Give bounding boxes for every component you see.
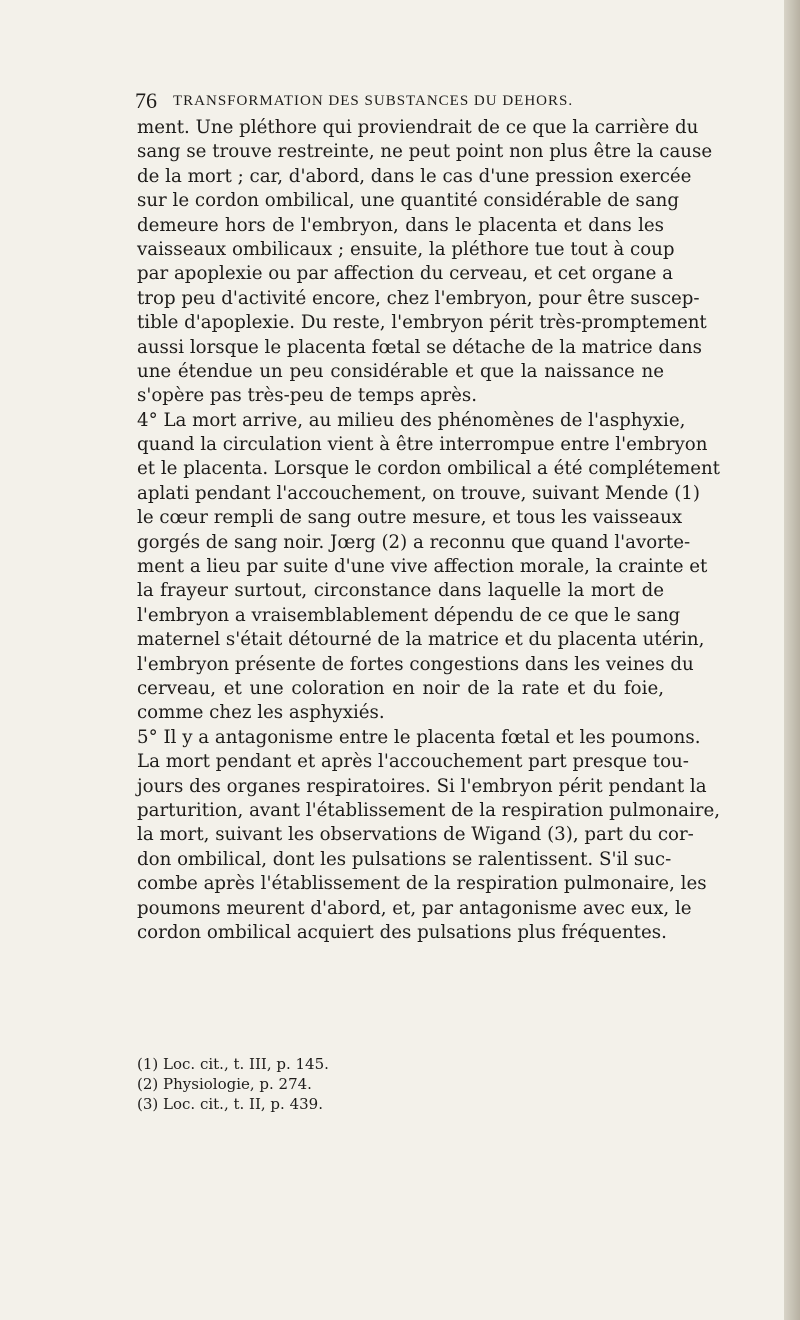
text-line: sang se trouve restreinte, ne peut point non plus être la cause: [137, 141, 713, 163]
text-line: sur le cordon ombilical, une quantité considérable de sang: [137, 190, 680, 212]
text-line: cerveau, et une coloration en noir de la rate et du foie,: [137, 677, 664, 699]
text-line: 4° La mort arrive, au milieu des phénomènes de l'asphyxie,: [137, 409, 686, 431]
text-line: ment. Une pléthore qui proviendrait de ce que la carrière du: [137, 117, 699, 138]
text-line: par apoplexie ou par affection du cerveau, et cet organe a: [137, 263, 673, 285]
page-number: 76: [135, 88, 157, 113]
text-line: la frayeur surtout, circonstance dans laquelle la mort de: [137, 580, 664, 602]
text-line: parturition, avant l'établissement de la respiration pulmonaire,: [137, 799, 721, 821]
text-line: la mort, suivant les observations de Wigand (3), part du cor-: [137, 824, 694, 846]
text-line: comme chez les asphyxiés.: [137, 702, 385, 724]
book-spine-edge: [784, 0, 800, 1320]
text-line: 5° Il y a antagonisme entre le placenta fœtal et les poumons.: [137, 726, 701, 748]
text-line: poumons meurent d'abord, et, par antagonisme avec eux, le: [137, 897, 692, 919]
footnote: (1) Loc. cit., t. III, p. 145.: [137, 1055, 329, 1073]
text-line: gorgés de sang noir. Jœrg (2) a reconnu que quand l'avorte-: [137, 531, 691, 553]
footnote: (3) Loc. cit., t. II, p. 439.: [137, 1095, 323, 1113]
text-line: quand la circulation vient à être interrompue entre l'embryon: [137, 434, 708, 456]
text-line: une étendue un peu considérable et que la naissance ne: [137, 360, 664, 382]
body-text: [137, 116, 721, 945]
text-line: ment a lieu par suite d'une vive affection morale, la crainte et: [137, 556, 708, 578]
text-line: demeure hors de l'embryon, dans le placenta et dans les: [137, 214, 664, 236]
text-line: aussi lorsque le placenta fœtal se détache de la matrice dans: [137, 336, 702, 358]
text-line: l'embryon a vraisemblablement dépendu de ce que le sang: [137, 604, 681, 626]
text-line: et le placenta. Lorsque le cordon ombilical a été complétement: [137, 458, 720, 480]
text-line: de la mort ; car, d'abord, dans le cas d'une pression exercée: [137, 165, 692, 187]
text-line: La mort pendant et après l'accouchement part presque tou-: [137, 751, 689, 773]
page-header: [135, 88, 675, 114]
footnote: (2) Physiologie, p. 274.: [137, 1075, 312, 1093]
text-line: combe après l'établissement de la respiration pulmonaire, les: [137, 873, 707, 895]
text-line: trop peu d'activité encore, chez l'embryon, pour être suscep-: [137, 287, 700, 309]
text-line: maternel s'était détourné de la matrice et du placenta utérin,: [137, 629, 705, 651]
text-line: l'embryon présente de fortes congestions dans les veines du: [137, 653, 694, 675]
text-line: tible d'apoplexie. Du reste, l'embryon périt très-promptement: [137, 312, 707, 334]
running-title: TRANSFORMATION DES SUBSTANCES DU DEHORS.: [173, 93, 574, 109]
text-line: le cœur rempli de sang outre mesure, et tous les vaisseaux: [137, 507, 683, 529]
text-line: don ombilical, dont les pulsations se ralentissent. S'il suc-: [137, 848, 672, 870]
text-line: aplati pendant l'accouchement, on trouve, suivant Mende (1): [137, 482, 700, 504]
text-line: jours des organes respiratoires. Si l'embryon périt pendant la: [137, 775, 707, 797]
footnotes: [137, 1054, 657, 1114]
text-line: cordon ombilical acquiert des pulsations plus fréquentes.: [137, 921, 667, 943]
text-line: vaisseaux ombilicaux ; ensuite, la pléthore tue tout à coup: [137, 238, 675, 260]
text-line: s'opère pas très-peu de temps après.: [137, 385, 477, 407]
